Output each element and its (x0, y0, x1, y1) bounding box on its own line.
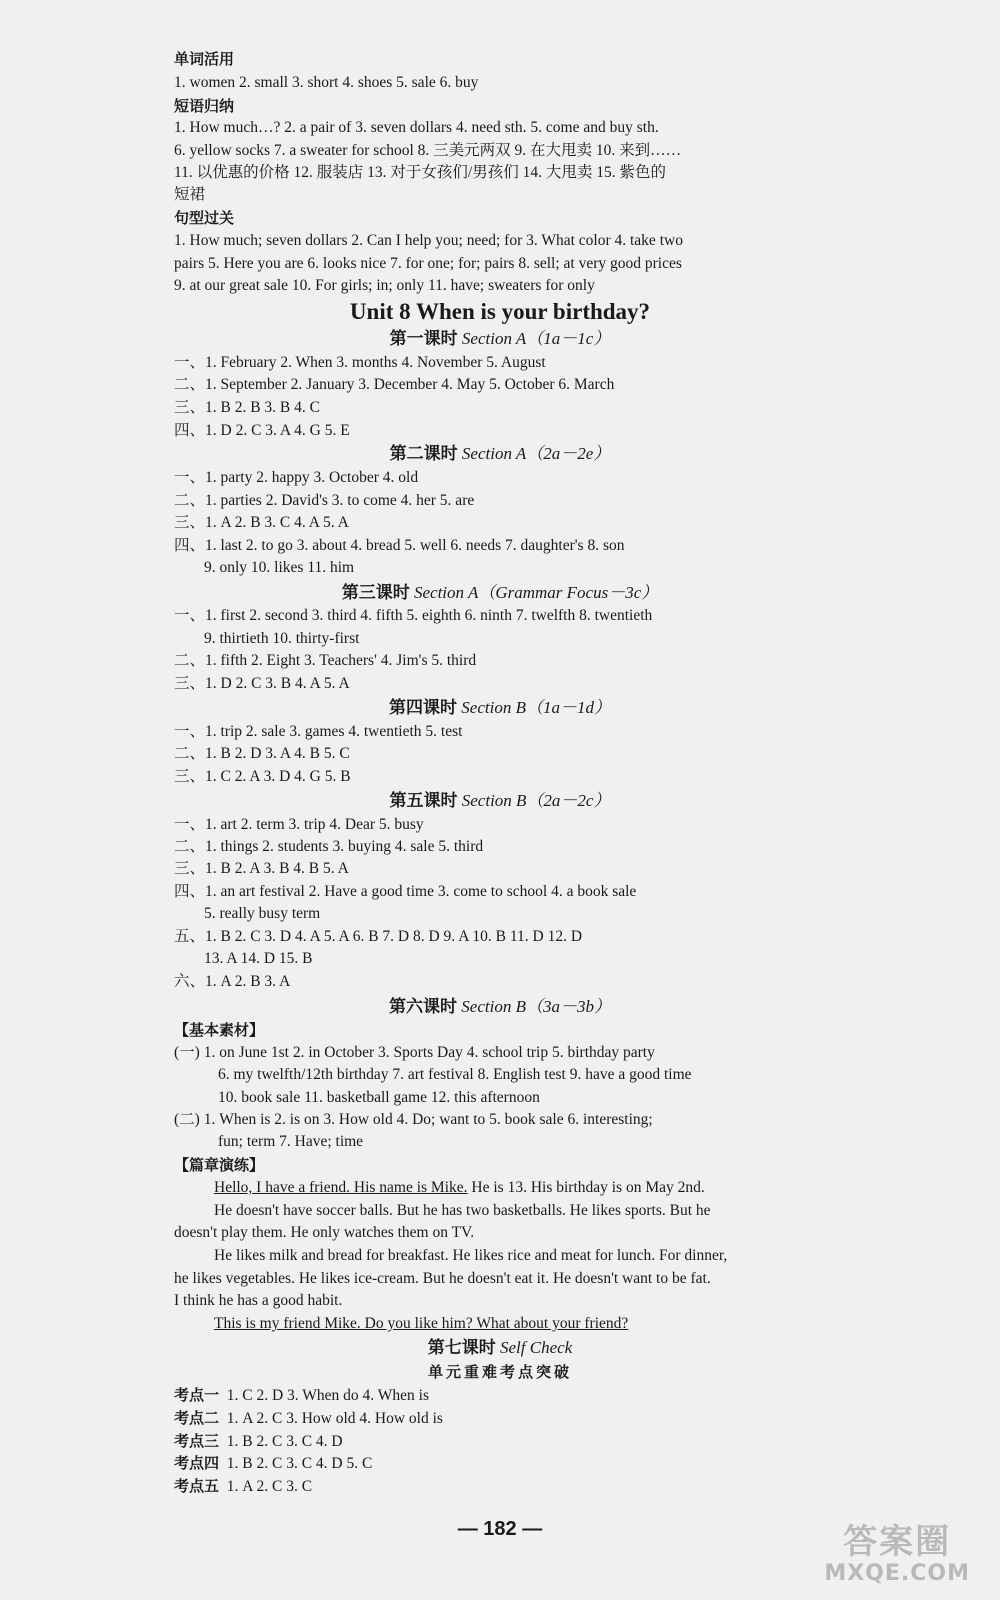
kaodian-answers: 1. A 2. C 3. How old 4. How old is (226, 1410, 443, 1427)
answer-line: 一、1. trip 2. sale 3. games 4. twentieth 5. test (174, 723, 463, 740)
answer-line: 三、1. B 2. B 3. B 4. C (174, 399, 320, 416)
kaodian-label: 考点二 (174, 1409, 220, 1427)
answer-line: 6. yellow socks 7. a sweater for school 8. 三美元两双 9. 在大甩卖 10. 来到…… (174, 142, 682, 159)
passage-line: he likes vegetables. He likes ice-cream. But he doesn't eat it. He doesn't want to be fat. (174, 1270, 711, 1287)
passage-line: He doesn't have soccer balls. But he has two basketballs. He likes sports. But he (214, 1202, 711, 1219)
kaodian-answers: 1. C 2. D 3. When do 4. When is (226, 1387, 429, 1404)
answer-line: 9. at our great sale 10. For girls; in; only 11. have; sweaters for only (174, 277, 595, 294)
answer-line: 二、1. September 2. January 3. December 4. May 5. October 6. March (174, 376, 615, 393)
answer-line: 一、1. art 2. term 3. trip 4. Dear 5. busy (174, 816, 424, 833)
heading-sentence-patterns: 句型过关 (174, 209, 235, 227)
answer-line: 1. How much…? 2. a pair of 3. seven dollars 4. need sth. 5. come and buy sth. (174, 119, 659, 136)
answer-line: 三、1. B 2. A 3. B 4. B 5. A (174, 860, 349, 877)
passage-line (214, 1177, 1000, 1199)
section-heading (0, 696, 1000, 720)
answer-line: 短裙 (174, 186, 206, 203)
answer-line: 三、1. D 2. C 3. B 4. A 5. A (174, 675, 350, 692)
kaodian-answers: 1. B 2. C 3. C 4. D 5. C (226, 1455, 373, 1472)
section-heading (0, 789, 1000, 813)
lesson-label: 第六课时 (389, 997, 458, 1017)
kaodian-answers: 1. B 2. C 3. C 4. D (226, 1433, 343, 1450)
lesson-label: 第四课时 (389, 698, 458, 718)
passage-line: doesn't play them. He only watches them on TV. (174, 1224, 475, 1241)
answer-line: 13. A 14. D 15. B (204, 950, 313, 967)
lesson-label: 第二课时 (389, 444, 458, 464)
section-heading (0, 1336, 1000, 1360)
answer-line: pairs 5. Here you are 6. looks nice 7. for one; for; pairs 8. sell; at very good prices (174, 255, 682, 272)
lesson-label: 第五课时 (389, 791, 458, 811)
section-label: Section A（1a－1c） (461, 329, 611, 348)
section-heading (0, 581, 1000, 605)
kaodian-label: 考点五 (174, 1477, 220, 1495)
answer-line: 三、1. C 2. A 3. D 4. G 5. B (174, 768, 351, 785)
answer-line: (一) 1. on June 1st 2. in October 3. Sports Day 4. school trip 5. birthday party (174, 1044, 655, 1061)
answer-line: 11. 以优惠的价格 12. 服装店 13. 对于女孩们/男孩们 14. 大甩卖 15. 紫色的 (174, 164, 666, 181)
section-label: Section B（2a－2c） (461, 791, 611, 810)
answer-line: 二、1. things 2. students 3. buying 4. sale 5. third (174, 838, 484, 855)
lesson-label: 第七课时 (427, 1338, 496, 1358)
passage-text: He is 13. His birthday is on May 2nd. (467, 1179, 705, 1196)
answer-line: 一、1. February 2. When 3. months 4. November 5. August (174, 354, 546, 371)
underlined-sentence: Hello, I have a friend. His name is Mike. (214, 1179, 468, 1196)
section-label: Section B（1a－1d） (461, 698, 611, 717)
section-label: Section B（3a－3b） (461, 997, 611, 1016)
section-heading (0, 442, 1000, 466)
passage-line-underlined: This is my friend Mike. Do you like him? What about your friend? (214, 1315, 629, 1332)
heading-phrase-summary: 短语归纳 (174, 97, 235, 115)
answer-line: 六、1. A 2. B 3. A (174, 973, 291, 990)
kaodian-row (174, 1430, 974, 1453)
watermark-logo (824, 1524, 970, 1586)
answer-line: 5. really busy term (204, 905, 321, 922)
answer-line: 6. my twelfth/12th birthday 7. art festival 8. English test 9. have a good time (218, 1066, 692, 1083)
page-number: — 182 — (457, 1518, 543, 1540)
lesson-label: 第三课时 (341, 583, 410, 603)
kaodian-row (174, 1384, 974, 1407)
passage-line: I think he has a good habit. (174, 1292, 343, 1309)
answer-line: 1. women 2. small 3. short 4. shoes 5. sale 6. buy (174, 74, 479, 91)
passage-line: He likes milk and bread for breakfast. He likes rice and meat for lunch. For dinner, (214, 1247, 728, 1264)
subheading-key-points: 单元重难考点突破 (427, 1363, 572, 1381)
section-heading (0, 995, 1000, 1019)
section-label: Section A（2a－2e） (461, 444, 611, 463)
answer-line: 四、1. D 2. C 3. A 4. G 5. E (174, 422, 350, 439)
section-label: Section A（Grammar Focus－3c） (413, 583, 659, 602)
kaodian-label: 考点四 (174, 1454, 220, 1472)
section-label: Self Check (500, 1338, 573, 1357)
answer-line: 10. book sale 11. basketball game 12. this afternoon (218, 1089, 540, 1106)
answer-line: 三、1. A 2. B 3. C 4. A 5. A (174, 514, 349, 531)
heading-passage-practice: 【篇章演练】 (174, 1156, 265, 1174)
answer-line: fun; term 7. Have; time (218, 1133, 364, 1150)
answer-line: 五、1. B 2. C 3. D 4. A 5. A 6. B 7. D 8. D 9. A 10. B 11. D 12. D (174, 928, 583, 945)
answer-line: 二、1. parties 2. David's 3. to come 4. her 5. are (174, 492, 475, 509)
answer-line: 9. only 10. likes 11. him (204, 559, 355, 576)
section-heading (0, 327, 1000, 351)
answer-line: 四、1. last 2. to go 3. about 4. bread 5. well 6. needs 7. daughter's 8. son (174, 537, 625, 554)
kaodian-answers: 1. A 2. C 3. C (226, 1478, 313, 1495)
kaodian-row (174, 1452, 974, 1475)
answer-line: 9. thirtieth 10. thirty-first (204, 630, 360, 647)
kaodian-row (174, 1475, 974, 1498)
kaodian-label: 考点一 (174, 1386, 220, 1404)
answer-line: 二、1. B 2. D 3. A 4. B 5. C (174, 745, 350, 762)
answer-line: 二、1. fifth 2. Eight 3. Teachers' 4. Jim's 5. third (174, 652, 477, 669)
kaodian-row (174, 1407, 974, 1430)
watermark-text: 答案圈 (843, 1522, 952, 1563)
unit-title: Unit 8 When is your birthday? (349, 299, 651, 324)
watermark-url: MXQE.COM (824, 1560, 970, 1586)
answer-line: 一、1. party 2. happy 3. October 4. old (174, 469, 419, 486)
lesson-label: 第一课时 (389, 329, 458, 349)
heading-word-usage: 单词活用 (174, 50, 235, 68)
kaodian-label: 考点三 (174, 1432, 220, 1450)
answer-line: (二) 1. When is 2. is on 3. How old 4. Do; want to 5. book sale 6. interesting; (174, 1111, 653, 1128)
answer-line: 1. How much; seven dollars 2. Can I help you; need; for 3. What color 4. take two (174, 232, 683, 249)
answer-line: 四、1. an art festival 2. Have a good time 3. come to school 4. a book sale (174, 883, 637, 900)
answer-line: 一、1. first 2. second 3. third 4. fifth 5. eighth 6. ninth 7. twelfth 8. twentieth (174, 607, 653, 624)
heading-basic-materials: 【基本素材】 (174, 1021, 265, 1039)
